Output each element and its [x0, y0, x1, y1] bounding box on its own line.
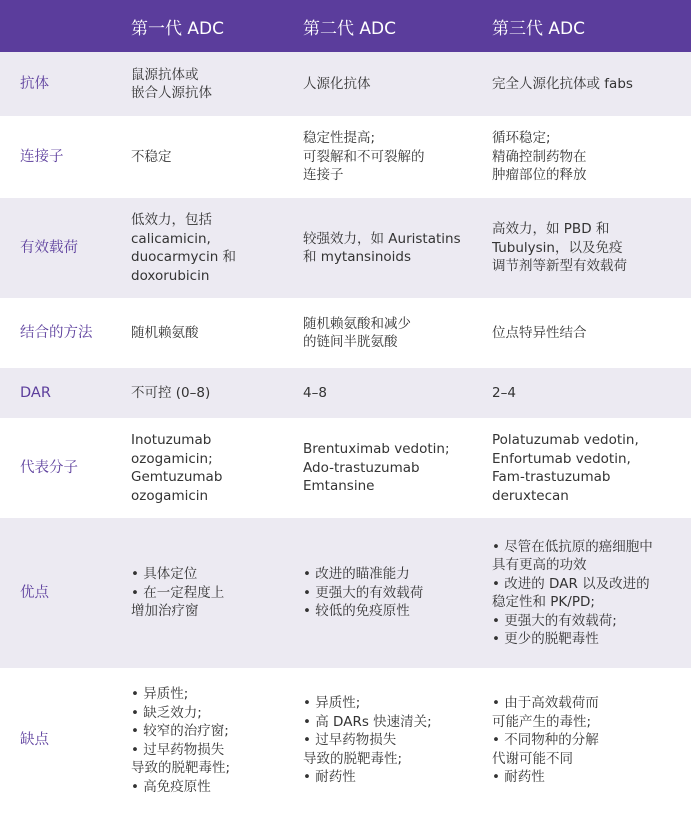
cell-gen2: 人源化抗体 — [288, 52, 477, 116]
row-payload — [0, 198, 691, 298]
cell-gen3: Polatuzumab vedotin, Enfortumab vedotin, Fam-trastuzumab deruxtecan — [477, 418, 691, 518]
header-gen2: 第二代 ADC — [288, 0, 477, 52]
cell-gen1: 不可控 (0–8) — [116, 368, 288, 418]
header-row — [0, 0, 691, 52]
cell-gen1: 随机赖氨酸 — [116, 298, 288, 368]
cell-gen3: • 尽管在低抗原的癌细胞中 具有更高的功效 • 改进的 DAR 以及改进的 稳定性和 PK/PD; • 更强大的有效载荷; • 更少的脱靶毒性 — [477, 518, 691, 668]
row-label: DAR — [0, 368, 116, 418]
row-label: 缺点 — [0, 668, 116, 813]
cell-gen1: 不稳定 — [116, 116, 288, 198]
row-label: 连接子 — [0, 116, 116, 198]
cell-gen3: • 由于高效载荷而 可能产生的毒性; • 不同物种的分解 代谢可能不同 • 耐药性 — [477, 668, 691, 813]
cell-gen1: • 异质性; • 缺乏效力; • 较窄的治疗窗; • 过早药物损失 导致的脱靶毒性; • 高免疫原性 — [116, 668, 288, 813]
row-advantages — [0, 518, 691, 668]
row-conjugation — [0, 298, 691, 368]
cell-gen1: 鼠源抗体或 嵌合人源抗体 — [116, 52, 288, 116]
row-label: 优点 — [0, 518, 116, 668]
cell-gen3: 2–4 — [477, 368, 691, 418]
row-disadvantages — [0, 668, 691, 813]
cell-gen3: 位点特异性结合 — [477, 298, 691, 368]
cell-gen2: 4–8 — [288, 368, 477, 418]
header-corner — [0, 0, 116, 52]
cell-gen2: 稳定性提高; 可裂解和不可裂解的 连接子 — [288, 116, 477, 198]
cell-gen2: • 异质性; • 高 DARs 快速清关; • 过早药物损失 导致的脱靶毒性; • 耐药性 — [288, 668, 477, 813]
header-gen1: 第一代 ADC — [116, 0, 288, 52]
row-label: 结合的方法 — [0, 298, 116, 368]
cell-gen2: 随机赖氨酸和减少 的链间半胱氨酸 — [288, 298, 477, 368]
row-label: 代表分子 — [0, 418, 116, 518]
row-label: 抗体 — [0, 52, 116, 116]
row-antibody — [0, 52, 691, 116]
row-examples — [0, 418, 691, 518]
cell-gen2: • 改进的瞄准能力 • 更强大的有效载荷 • 较低的免疫原性 — [288, 518, 477, 668]
cell-gen3: 高效力，如 PBD 和 Tubulysin，以及免疫 调节剂等新型有效载荷 — [477, 198, 691, 298]
header-gen3: 第三代 ADC — [477, 0, 691, 52]
cell-gen1: 低效力，包括 calicamicin, duocarmycin 和 doxorubicin — [116, 198, 288, 298]
cell-gen2: Brentuximab vedotin; Ado-trastuzumab Emtansine — [288, 418, 477, 518]
cell-gen3: 循环稳定; 精确控制药物在 肿瘤部位的释放 — [477, 116, 691, 198]
cell-gen2: 较强效力，如 Auristatins 和 mytansinoids — [288, 198, 477, 298]
row-linker — [0, 116, 691, 198]
cell-gen3: 完全人源化抗体或 fabs — [477, 52, 691, 116]
row-dar — [0, 368, 691, 418]
row-label: 有效载荷 — [0, 198, 116, 298]
cell-gen1: Inotuzumab ozogamicin; Gemtuzumab ozogamicin — [116, 418, 288, 518]
cell-gen1: • 具体定位 • 在一定程度上 增加治疗窗 — [116, 518, 288, 668]
